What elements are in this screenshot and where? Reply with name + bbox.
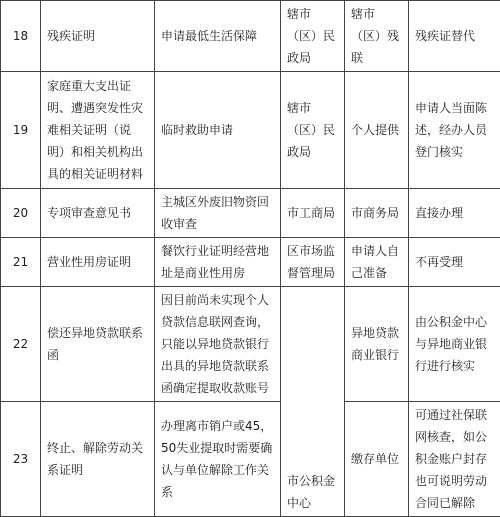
issuing-unit: 市工商局 [281,189,345,238]
provision-channel: 缴存单位 [345,402,409,517]
issuing-unit-shared: 市公积金中心 [281,287,345,517]
table-row [1,1,500,72]
alternative-method: 直接办理 [409,189,500,238]
material-name: 终止、解除劳动关系证明 [41,402,155,517]
material-name: 家庭重大支出证明、遭遇突发性灾难相关证明（说明）和相关机构出具的相关证明材料 [41,72,155,189]
table-row [1,189,500,238]
service-item: 餐饮行业证明经营地址是商业性用房 [155,238,281,287]
provision-channel: 辖市（区）残联 [345,1,409,72]
provision-channel: 异地贷款商业银行 [345,287,409,402]
service-item: 办理离市销户或45，50失业提取时需要确认与单位解除工作关系 [155,402,281,517]
table-row [1,402,500,517]
service-item: 主城区外废旧物资回收审查 [155,189,281,238]
row-number: 20 [1,189,41,238]
provision-channel: 申请人自己准备 [345,238,409,287]
alternative-method: 不再受理 [409,238,500,287]
provision-channel: 个人提供 [345,72,409,189]
alternative-method: 可通过社保联网核查，如公积金账户封存也可说明劳动合同已解除 [409,402,500,517]
issuing-unit: 辖市（区）民政局 [281,72,345,189]
table-row [1,238,500,287]
row-number: 18 [1,1,41,72]
service-item: 申请最低生活保障 [155,1,281,72]
alternative-method: 由公积金中心与异地商业银行进行核实 [409,287,500,402]
service-item: 临时救助申请 [155,72,281,189]
provision-channel: 市商务局 [345,189,409,238]
service-item: 因目前尚未实现个人贷款信息联网查询，只能以异地贷款银行出具的异地贷款联系函确定提取收款账号 [155,287,281,402]
table-row [1,287,500,402]
material-name: 营业性用房证明 [41,238,155,287]
issuing-unit: 辖市（区）民政局 [281,1,345,72]
issuing-unit: 区市场监督管理局 [281,238,345,287]
row-number: 22 [1,287,41,402]
alternative-method: 申请人当面陈述，经办人员登门核实 [409,72,500,189]
material-name: 专项审查意见书 [41,189,155,238]
row-number: 21 [1,238,41,287]
table-row [1,72,500,189]
material-name: 偿还异地贷款联系函 [41,287,155,402]
alternative-method: 残疾证替代 [409,1,500,72]
row-number: 23 [1,402,41,517]
material-name: 残疾证明 [41,1,155,72]
row-number: 19 [1,72,41,189]
